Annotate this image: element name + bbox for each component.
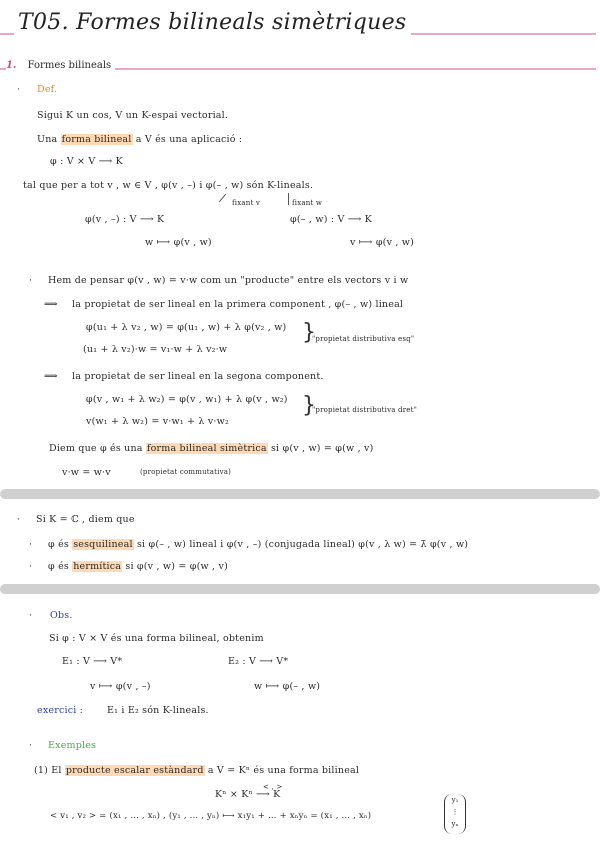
highlight: forma bilineal	[61, 134, 132, 145]
text-line: Diem que φ és una forma bilineal simètrica si φ(v , w) = φ(w , v)	[49, 443, 374, 454]
annotation-stroke	[288, 193, 289, 205]
section-number: 1.	[6, 60, 17, 71]
formula: φ(v , w₁ + λ w₂) = φ(v , w₁) + λ φ(v , w₂)	[86, 394, 288, 405]
bullet: ·	[17, 84, 21, 95]
column-vector: y₁ ⋮ yₙ	[444, 794, 466, 834]
formula: φ(u₁ + λ v₂ , w) = φ(u₁ , w) + λ φ(v₂ , w)	[86, 322, 287, 333]
text-line: la propietat de ser lineal en la primera component , φ(– , w) lineal	[72, 299, 404, 310]
text-line: la propietat de ser lineal en la segona component.	[72, 371, 324, 382]
observation-label: Obs.	[50, 610, 73, 621]
bullet: ·	[29, 275, 33, 286]
text-line: tal que per a tot v , w ∈ V , φ(v , –) i φ(– , w) són K-lineals.	[23, 180, 314, 191]
highlight: hermítica	[73, 561, 122, 572]
formula: φ(– , w) : V ⟶ K	[290, 214, 373, 225]
formula: w ⟼ φ(v , w)	[145, 237, 212, 248]
formula: v ⟼ φ(v , w)	[350, 237, 415, 248]
bullet: ·	[29, 539, 33, 550]
highlight: producte escalar estàndard	[65, 765, 204, 776]
bullet: ·	[29, 561, 33, 572]
text-line: Hem de pensar φ(v , w) = v·w com un "producte" entre els vectors v i w	[48, 275, 409, 286]
brace: }	[302, 320, 316, 345]
formula: (u₁ + λ v₂)·w = v₁·w + λ v₂·w	[83, 344, 228, 355]
separator-bar	[0, 489, 600, 499]
highlight: sesquilineal	[73, 539, 133, 550]
section-label: Formes bilineals	[27, 60, 112, 71]
formula: φ(v , –) : V ⟶ K	[85, 214, 165, 225]
formula: E₂ : V ⟶ V*	[228, 656, 289, 667]
formula: v(w₁ + λ w₂) = v·w₁ + λ v·w₂	[86, 416, 229, 427]
bullet: ·	[29, 610, 33, 621]
map-symbol: < , >	[263, 783, 283, 791]
text-line: Una forma bilineal a V és una aplicació :	[37, 134, 243, 145]
bullet: ·	[29, 740, 33, 751]
note: (propietat commutativa)	[140, 468, 232, 476]
text-line: E₁ i E₂ són K-lineals.	[107, 705, 209, 716]
formula: w ⟼ φ(– , w)	[254, 681, 321, 692]
text-line: Si K = ℂ , diem que	[36, 514, 135, 525]
text-line: φ és sesquilineal si φ(– , w) lineal i φ(v , –) (conjugada lineal) φ(v , λ w) = λ̄ φ(v , w)	[48, 539, 469, 550]
formula: < v₁ , v₂ > = (x₁ , … , xₙ) , (y₁ , … , yₙ) ⟼ x₁y₁ + … + xₙyₙ = (x₁ , … , xₙ)	[50, 811, 372, 821]
highlight: forma bilineal simètrica	[146, 443, 267, 454]
examples-label: Exemples	[48, 740, 97, 751]
section-heading	[6, 60, 115, 71]
bullet: ·	[17, 514, 21, 525]
page-title: T05. Formes bilineals simètriques	[14, 10, 411, 35]
text-line: (1) El producte escalar estàndard a V = Kⁿ és una forma bilineal	[34, 765, 360, 776]
brace-note: "propietat distributiva esq"	[312, 335, 415, 343]
text-line: φ és hermítica si φ(v , w) = φ(w , v)	[48, 561, 228, 572]
brace: }	[302, 393, 316, 418]
annotation: fixant w	[292, 199, 323, 207]
formula: Kⁿ × Kⁿ ⟶ K	[215, 789, 281, 800]
exercise-label: exercici :	[37, 705, 84, 716]
brace-note: "propietat distributiva dret"	[312, 406, 418, 414]
formula: φ : V × V ⟶ K	[50, 156, 123, 167]
annotation-stroke	[219, 194, 226, 202]
text-line: Sigui K un cos, V un K-espai vectorial.	[37, 110, 229, 121]
arrow: ⟹	[44, 299, 58, 310]
definition-label: Def.	[37, 84, 58, 95]
separator-bar	[0, 584, 600, 594]
arrow: ⟹	[44, 371, 58, 382]
formula: v ⟼ φ(v , –)	[90, 681, 151, 692]
formula: v·w = w·v	[62, 467, 111, 478]
formula: E₁ : V ⟶ V*	[62, 656, 123, 667]
text-line: Si φ : V × V és una forma bilineal, obtenim	[49, 633, 264, 644]
annotation: fixant v	[232, 199, 261, 207]
